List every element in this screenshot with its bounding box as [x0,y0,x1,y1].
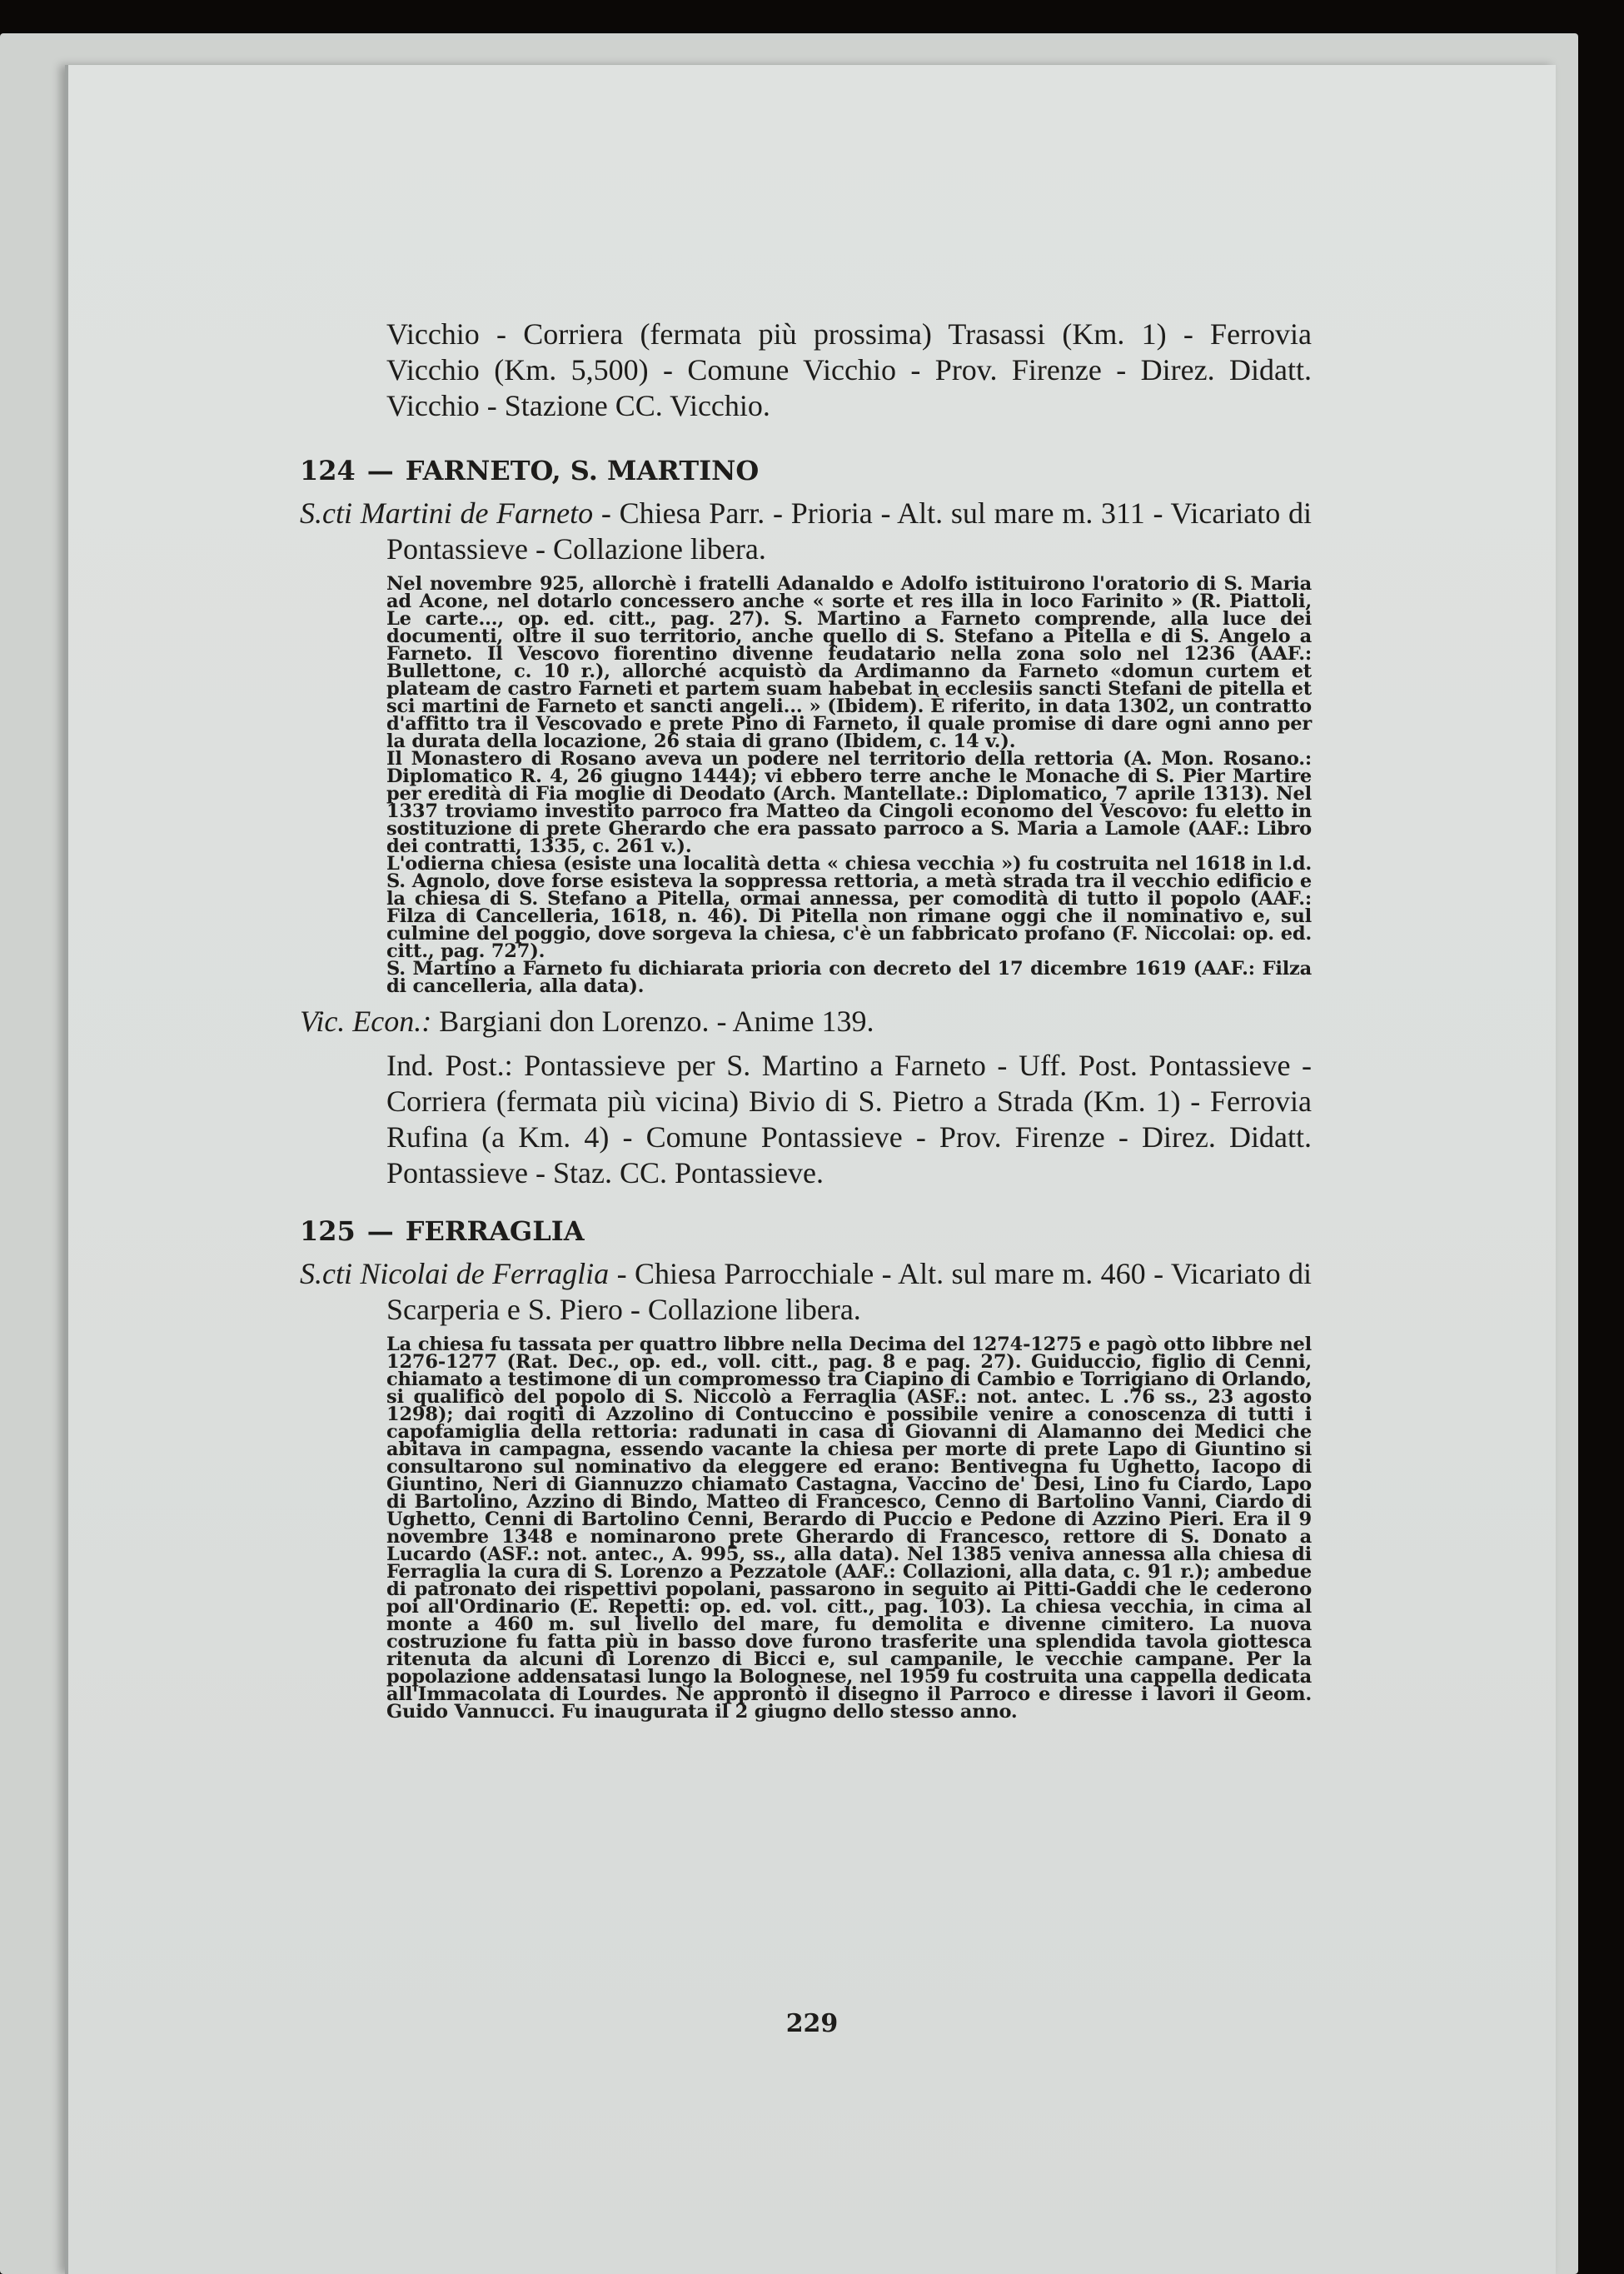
latin-name: S.cti Nicolai de Ferraglia [300,1257,610,1290]
vicar-text: Bargiani don Lorenzo. - Anime 139. [439,1005,874,1038]
page-content [300,317,1312,1721]
note-paragraph: La chiesa fu tassata per quattro libbre nella Decima del 1274-1275 e pagò otto libbre nel 1276-1277 (Rat. Dec., op. ed., voll. citt., pag. 8 e pag. 27). Guiduccio, figlio di Cenni, chiamato a testimone di un compromesso tra Ciapino di Cambio e Torrigiano di Orlando, si qualificò del popolo di S. Niccolò a Ferraglia (ASF.: not. antec. L .76 ss., 23 agosto 1298); dai rogiti di Azzolino di Contuccino è possibile venire a conoscenza di tutti i capofamiglia della rettoria: radunati in casa di Giovanni di Alamanno dei Medici che abitava in campagna, essendo vacante la chiesa per morte di prete Lapo di Giuntino si consultarono sul nominativo da eleggere ed erano: Bentivegna fu Ughetto, Iacopo di Giuntino, Neri di Giannuzzo chiamato Castagna, Vaccino de' Desi, Lino fu Ciardo, Lapo di Bartolino, Azzino di Bindo, Matteo di Francesco, Cenno di Bartolino Vanni, Ciardo di Ughetto, Cenni di Bartolino Cenni, Berardo di Puccio e Pedone di Azzino Pieri. Era il 9 novembre 1348 e nominarono prete Gherardo di Francesco, rettore di S. Donato a Lucardo (ASF.: not. antec., A. 995, ss., alla data). Nel 1385 veniva annessa alla chiesa di Ferraglia la cura di S. Lorenzo a Pezzatole (AAF.: Collazioni, alla data, c. 91 r.); ambedue di patronato dei rispettivi popolani, passarono in seguito ai Pitti-Gaddi che le cederono poi all'Ordinario (E. Repetti: op. ed. vol. citt., pag. 103). La chiesa vecchia, in cima al monte a 460 m. sul livello del mare, fu demolita e divenne cimitero. La nuova costruzione fu fatta più in basso dove furono trasferite una splendida tavola giottesca ritenuta da alcuni di Lorenzo di Bicci e, sul campanile, le vecchie campane. Per la popolazione addensatasi lungo la Bolognese, nel 1959 fu costruita una cappella dedicata all'Immacolata di Lourdes. Ne approntò il disegno il Parroco e diresse i lavori il Geom. Guido Vannucci. Fu inaugurata il 2 giugno dello stesso anno. [386,1334,1312,1723]
entry-number: 124 [300,455,356,486]
postal-info: Ind. Post.: Pontassieve per S. Martino a Farneto - Uff. Post. Pontassieve - Corriera (fermata più vicina) Bivio di S. Pietro a Strada (Km. 1) - Ferrovia Rufina (a Km. 4) - Comune Pontassieve - Prov. Firenze - Direz. Didatt. Pontassieve - Staz. CC. Pontassieve. [386,1049,1312,1189]
entry-heading-125 [300,1214,1312,1248]
descriptor-text: - Chiesa Parr. - Prioria - Alt. sul mare m. 311 - Vicariato di Pontassieve - Collazione libera. [386,496,1313,566]
note-paragraph: L'odierna chiesa (esiste una località detta « chiesa vecchia ») fu costruita nel 1618 in l.d. S. Agnolo, dove forse esisteva la soppressa rettoria, a metà strada tra il vecchio edificio e la chiesa di S. Stefano a Pitella, ormai annessa, per comodità di tutto il popolo (AAF.: Filza di Cancelleria, 1618, n. 46). Di Pitella non rimane oggi che il nominativo e, sul culmine del poggio, dove sorgeva la chiesa, c'è un fabbricato profano (F. Niccolai: op. ed. citt., pag. 727). [386,853,1312,962]
entry-number: 125 [300,1215,356,1247]
entry-title: FARNETO, S. MARTINO [405,455,760,486]
descriptor-text: - Chiesa Parrocchiale - Alt. sul mare m. 460 - Vicariato di Scarperia e S. Piero - Collazione libera. [386,1257,1313,1326]
vicar-line [300,1004,1312,1040]
entry-heading-124 [300,454,1312,487]
page-edge [65,65,68,2274]
entry-title: FERRAGLIA [405,1215,585,1247]
intro-paragraph: Vicchio - Corriera (fermata più prossima) Trasassi (Km. 1) - Ferrovia Vicchio (Km. 5,500) - Comune Vicchio - Prov. Firenze - Direz. Didatt. Vicchio - Stazione CC. Vicchio. [386,317,1312,422]
entry-notes-124 [300,573,1312,997]
entry-descriptor-125 [300,1256,1312,1328]
entry-notes-125 [300,1336,1312,1721]
page-number: 229 [785,2009,839,2038]
entry-dash: — [366,455,394,486]
entry-descriptor-124 [300,496,1312,567]
latin-name: S.cti Martini de Farneto [300,496,594,530]
note-paragraph: Nel novembre 925, allorchè i fratelli Adanaldo e Adolfo istituirono l'oratorio di S. Maria ad Acone, nel dotarlo concessero anche « sorte et res illa in loco Farinito » (R. Piattoli, Le carte..., op. ed. citt., pag. 27). S. Martino a Farneto comprende, alla luce dei documenti, oltre il suo territorio, anche quello di S. Stefano a Pitella e di S. Angelo a Farneto. Il Vescovo fiorentino divenne feudatario nella zona solo nel 1236 (AAF.: Bullettone, c. 10 r.), allorché acquistò da Ardimanno da Farneto «domun curtem et plateam de castro Farneti et partem suam habebat in ecclesiis sancti Stefani de pitella et sci martini de Farneto et sancti angeli... » (Ibidem). È riferito, in data 1302, un contratto d'affitto tra il Vescovado e prete Pino di Farneto, il quale promise di dare ogni anno per la durata della locazione, 26 staia di grano (Ibidem, c. 14 v.). [386,573,1312,752]
entry-dash: — [366,1215,394,1247]
note-paragraph: Il Monastero di Rosano aveva un podere nel territorio della rettoria (A. Mon. Rosano.: Diplomatico R. 4, 26 giugno 1444); vi ebbero terre anche le Monache di S. Pier Martire per eredità di Fia moglie di Deodato (Arch. Mantellate.: Diplomatico, 7 aprile 1313). Nel 1337 troviamo investito parroco fra Matteo da Cingoli economo del Vescovo: fu eletto in sostituzione di prete Gherardo che era passato parroco a S. Maria a Lamole (AAF.: Libro dei contratti, 1335, c. 261 v.). [386,748,1312,857]
vicar-label: Vic. Econ.: [300,1005,432,1038]
note-paragraph: S. Martino a Farneto fu dichiarata prioria con decreto del 17 dicembre 1619 (AAF.: Filza di cancelleria, alla data). [386,958,1312,997]
